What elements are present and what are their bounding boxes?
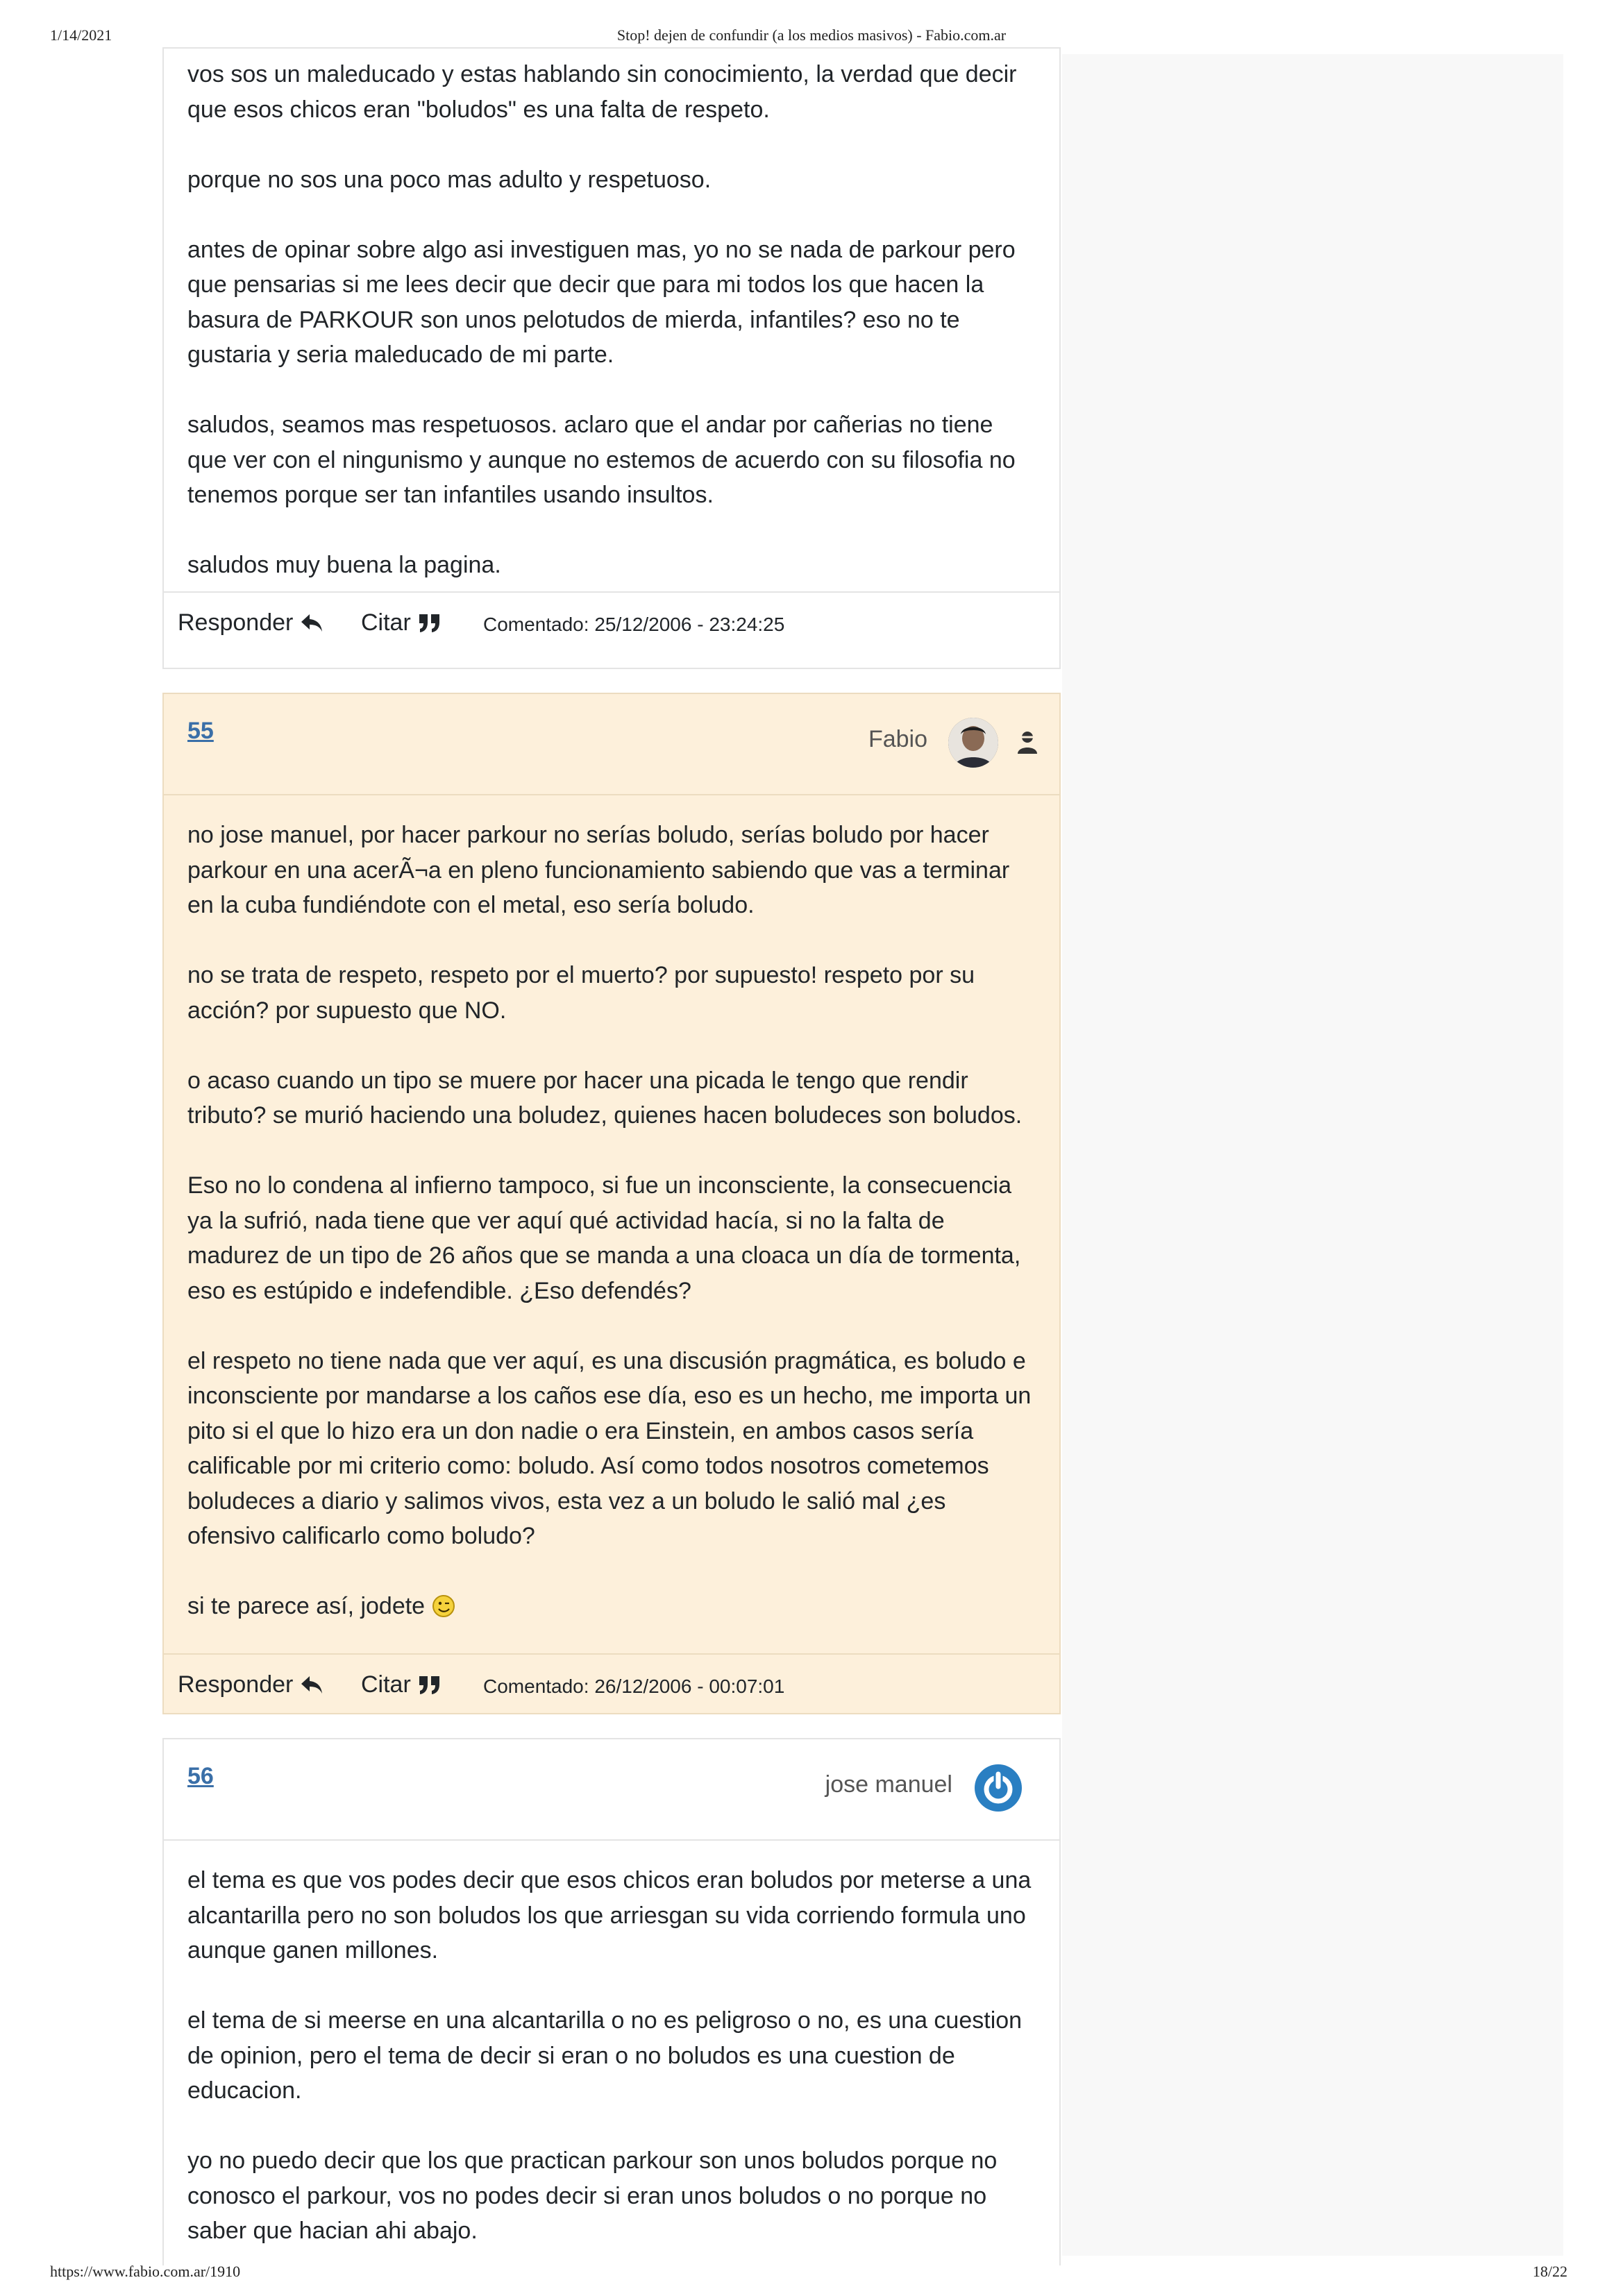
comment-paragraph: el respeto no tiene nada que ver aquí, es una discusión pragmática, es boludo e inconsciente por mandarse a los caños ese día, eso es un hecho, me importa un pito si el que lo hizo era un don nadie o era Einstein, en ambos casos sería calificable por mi criterio como: boludo. Así como todos nosotros cometemos boludeces a diario y salimos vivos, esta vez a un boludo le salió mal ¿es ofensivo calificarlo como boludo? [187, 1347, 1032, 1549]
avatar-photo [948, 718, 998, 768]
comment-paragraph: porque no sos una poco mas adulto y respetuoso. [187, 166, 712, 193]
author-badge-icon [1016, 729, 1038, 757]
comment-paragraph: el tema es que vos podes decir que esos chicos eran boludos por meterse a una alcantarilla pero no son boludos los que arriesgan su vida corriendo formula uno aunque ganen millones. [187, 1867, 1032, 1964]
comment-body [164, 1841, 1059, 2249]
comment-card [162, 1738, 1061, 2265]
quote-icon [418, 613, 442, 634]
comment-paragraph: si te parece así, jodete [187, 1593, 426, 1619]
comment-card-author [162, 693, 1061, 1714]
comment-paragraph: no se trata de respeto, respeto por el muerto? por supuesto! respeto por su acción? por supuesto que NO. [187, 962, 975, 1024]
avatar [973, 1763, 1023, 1813]
print-footer [0, 2263, 1623, 2290]
reply-icon [300, 613, 323, 634]
comment-paragraph: yo no puedo decir que los que practican parkour son unos boludos porque no conosco el parkour, vos no podes decir si eran unos boludos o no porque no saber que hacian ahi abajo. [187, 2147, 998, 2244]
reply-label: Responder [178, 609, 294, 636]
comment-card [162, 47, 1061, 669]
wink-emoji-icon [432, 1594, 455, 1618]
comment-timestamp: Comentado: 25/12/2006 - 23:24:25 [483, 614, 785, 635]
quote-button[interactable] [361, 1671, 442, 1698]
comment-timestamp: Comentado: 26/12/2006 - 00:07:01 [483, 1675, 785, 1697]
print-page-title: Stop! dejen de confundir (a los medios masivos) - Fabio.com.ar [616, 26, 1007, 44]
comment-footer [164, 1653, 1059, 1717]
comment-paragraph: Eso no lo condena al infierno tampoco, si fue un inconsciente, la consecuencia ya la sufrió, nada tiene que ver aquí qué actividad hacía, si no la falta de madurez de un tipo de 26 años que se manda a una cloaca un día de tormenta, eso es estúpido e indefendible. ¿Eso defendés? [187, 1172, 1021, 1304]
reply-label: Responder [178, 1671, 294, 1698]
comment-paragraph: saludos, seamos mas respetuosos. aclaro que el andar por cañerias no tiene que ver con el ningunismo y aunque no estemos de acuerdo con su filosofia no tenemos porque ser tan infantiles usando insultos. [187, 412, 1016, 508]
comment-body [164, 795, 1059, 1653]
print-url: https://www.fabio.com.ar/1910 [50, 2263, 241, 2280]
print-date: 1/14/2021 [50, 26, 112, 44]
comment-paragraph: el tema de si meerse en una alcantarilla o no es peligroso o no, es una cuestion de opinion, pero el tema de decir si eran o no boludos es una cuestion de educacion. [187, 2007, 1023, 2104]
comment-author-name: Fabio [868, 726, 927, 752]
reply-icon [300, 1675, 323, 1696]
print-page-number: 18/22 [1532, 2263, 1567, 2280]
reply-button[interactable] [178, 1671, 323, 1698]
avatar [948, 718, 998, 768]
comment-number-link[interactable]: 55 [187, 718, 214, 744]
comment-number-link[interactable]: 56 [187, 1763, 214, 1789]
quote-button[interactable] [361, 609, 442, 636]
quote-label: Citar [361, 609, 411, 636]
reply-button[interactable] [178, 609, 323, 636]
comment-author-name: jose manuel [825, 1771, 952, 1798]
comment-header [164, 1739, 1059, 1841]
comment-footer [164, 591, 1059, 655]
comment-paragraph: antes de opinar sobre algo asi investiguen mas, yo no se nada de parkour pero que pensarias si me lees decir que decir que para mi todos los que hacen la basura de PARKOUR son unos pelotudos de mierda, infantiles? eso no te gustaria y seria maleducado de mi parte. [187, 236, 1016, 368]
comment-body [164, 49, 1059, 591]
comment-paragraph: no jose manuel, por hacer parkour no serías boludo, serías boludo por hacer parkour en una acerÃ¬a en pleno funcionamiento sabiendo que vas a terminar en la cuba fundiéndote con el metal, eso sería boludo. [187, 822, 1010, 918]
comment-header [164, 694, 1059, 795]
comment-paragraph-last [187, 1589, 1036, 1624]
comment-paragraph: vos sos un maleducado y estas hablando sin conocimiento, la verdad que decir que esos chicos eran "boludos" es una falta de respeto. [187, 61, 1017, 123]
quote-icon [418, 1675, 442, 1696]
quote-label: Citar [361, 1671, 411, 1698]
comment-paragraph: saludos muy buena la pagina. [187, 552, 501, 578]
comment-paragraph: o acaso cuando un tipo se muere por hacer una picada le tengo que rendir tributo? se murió haciendo una boludez, quienes hacen boludeces son boludos. [187, 1067, 1023, 1129]
